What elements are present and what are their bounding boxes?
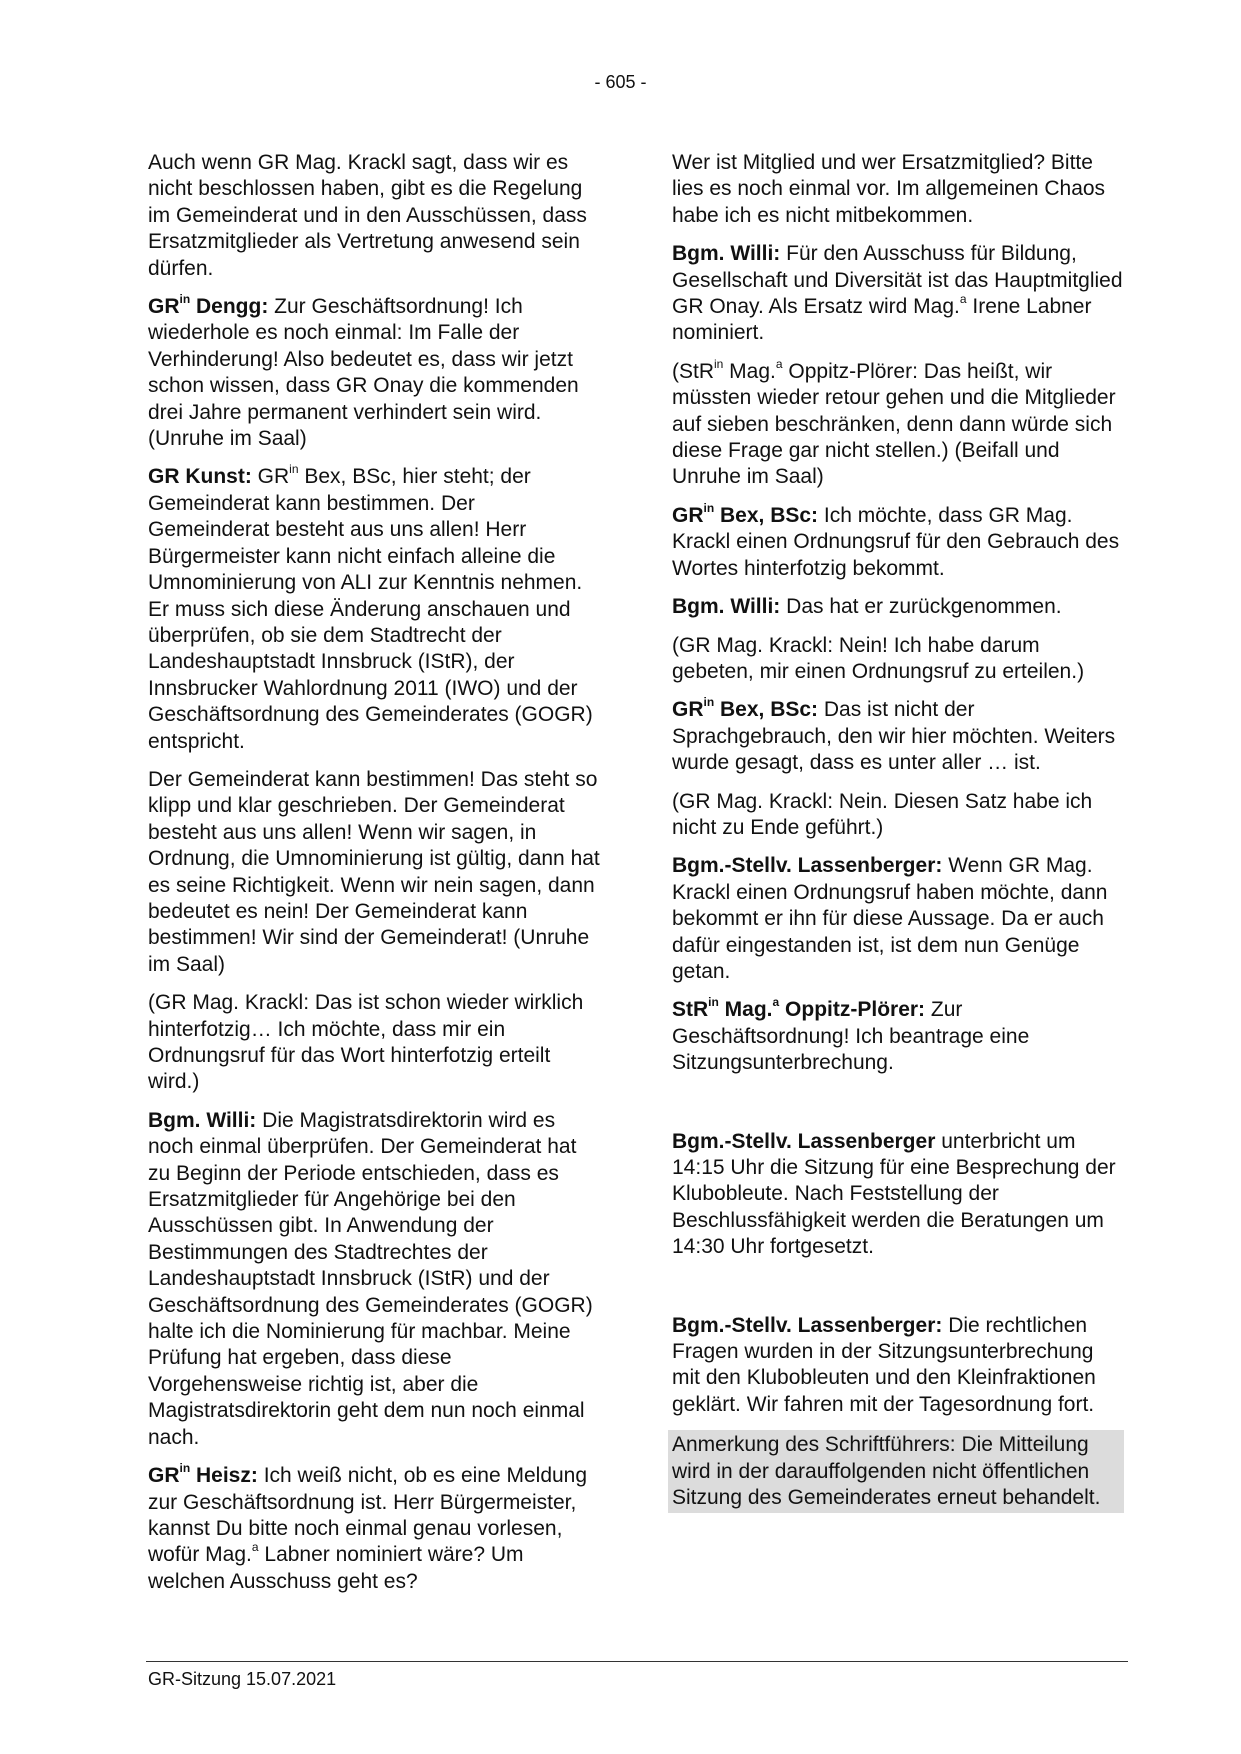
speech-text: unterbricht um 14:15 Uhr die Sitzung für eine Besprechung der Klubobleute. Nach Feststellung der Beschlussfähigkeit werden die Beratungen um 14:30 Uhr fortgesetzt.: [672, 1129, 1116, 1259]
speaker-name: $GR^{in}$ Bex, BSc:: [672, 695, 819, 722]
paragraph: [672, 1313, 1124, 1419]
paragraph: (StR$^{in}$ Mag.$^a$ Oppitz-Plörer: Das heißt, wir müssten wieder retour gehen und die Mitglieder auf sieben beschränken, denn dann würde sich diese Frage gar nicht stellen.) (Beifall und Unruhe im Saal): [672, 356, 1116, 489]
speaker-name: Bgm. Willi:: [672, 242, 781, 266]
speech-text: Zur Geschäftsordnung! Ich wiederhole es noch einmal: Im Falle der Verhinderung! Also bedeutet es, dass wir jetzt schon wissen, dass GR Onay die kommenden drei Jahre permanent verhindert sein wird. (Unruhe im Saal): [148, 295, 579, 451]
paragraph: Wer ist Mitglied und wer Ersatzmitglied? Bitte lies es noch einmal vor. Im allgemeinen Chaos habe ich es nicht mitbekommen.: [672, 151, 1106, 227]
speaker-name: GR Kunst:: [148, 465, 252, 489]
paragraph: Der Gemeinderat kann bestimmen! Das steht so klipp und klar geschrieben. Der Gemeinderat besteht aus uns allen! Wenn wir sagen, in Ordnung, die Umnominierung ist gültig, dann hat es seine Richtigkeit. Wenn wir nein sagen, dann bedeutet es nein! Der Gemeinderat kann bestimmen! Wir sind der Gemeinderat! (Unruhe im Saal): [148, 767, 600, 976]
paragraph: $GR^{in}$ Heisz: Ich weiß nicht, ob es eine Meldung zur Geschäftsordnung ist. Herr Bürgermeister, kannst Du bitte noch einmal genau vorlesen, wofür Mag.$^a$ Labner nominiert wäre? Um welchen Ausschuss geht es?: [148, 1461, 588, 1593]
speaker-name: StR$^{in}$ Mag.$^a$ Oppitz-Plörer:: [672, 995, 926, 1022]
paragraph: (GR Mag. Krackl: Das ist schon wieder wirklich hinterfotzig… Ich möchte, dass mir ein Ordnungsruf für das Wort hinterfotzig erteilt wird.): [148, 991, 584, 1094]
paragraph: [148, 294, 600, 452]
page-number: - 605 -: [594, 72, 647, 92]
speaker-name: $GR^{in}$ Bex, BSc:: [672, 500, 819, 527]
paragraph: [672, 594, 1124, 620]
speech-text: Ich möchte, dass GR Mag. Krackl einen Ordnungsruf für den Gebrauch des Wortes hinterfotzig bekommt.: [672, 503, 1120, 580]
footer-divider: [146, 1661, 1128, 1662]
paragraph: (GR Mag. Krackl: Nein. Diesen Satz habe ich nicht zu Ende geführt.): [672, 789, 1093, 839]
secretary-note: Anmerkung des Schriftführers: Die Mitteilung wird in der darauffolgenden nicht öffentlichen Sitzung des Gemeinderates erneut behandelt.: [668, 1430, 1124, 1513]
speech-text: Das hat er zurückgenommen.: [780, 595, 1062, 619]
footer-text: GR-Sitzung 15.07.2021: [148, 1669, 337, 1689]
paragraph: (GR Mag. Krackl: Nein! Ich habe darum gebeten, mir einen Ordnungsruf zu erteilen.): [672, 633, 1085, 683]
paragraph: Bgm. Willi: Für den Ausschuss für Bildung, Gesellschaft und Diversität ist das Hauptmitglied GR Onay. Als Ersatz wird Mag.$^a$ Irene Labner nominiert.: [672, 242, 1123, 345]
speaker-name: Bgm.-Stellv. Lassenberger:: [672, 854, 943, 878]
right-column: [672, 150, 1124, 1525]
spacer: [672, 1089, 1124, 1129]
left-column: [148, 150, 600, 1607]
paragraph: [672, 997, 1124, 1076]
speech-text: Die rechtlichen Fragen wurden in der Sitzungsunterbrechung mit den Klubobleuten und den Kleinfraktionen geklärt. Wir fahren mit der Tagesordnung fort.: [672, 1313, 1096, 1416]
speaker-name: $GR^{in}$ Heisz:: [148, 1461, 258, 1488]
spacer: [672, 1273, 1124, 1313]
paragraph: GR Kunst: $GR^{in}$ Bex, BSc, hier steht; der Gemeinderat kann bestimmen. Der Gemeinderat besteht aus uns allen! Herr Bürgermeister kann nicht einfach alleine die Umnominierung von ALI zur Kenntnis nehmen. Er muss sich diese Änderung anschauen und überprüfen, ob sie dem Stadtrecht der Landeshauptstadt Innsbruck (IStR), der Innsbrucker Wahlordnung 2011 (IWO) und der Geschäftsordnung des Gemeinderates (GOGR) entspricht.: [148, 462, 593, 753]
speech-text: Das ist nicht der Sprachgebrauch, den wir hier möchten. Weiters wurde gesagt, dass es unter aller … ist.: [672, 698, 1116, 775]
speaker-name: Bgm. Willi:: [672, 595, 781, 619]
paragraph: Auch wenn GR Mag. Krackl sagt, dass wir es nicht beschlossen haben, gibt es die Regelung im Gemeinderat und in den Ausschüssen, dass Ersatzmitglieder als Vertretung anwesend sein dürfen.: [148, 151, 587, 280]
speech-text: Wenn GR Mag. Krackl einen Ordnungsruf haben möchte, dann bekommt er ihn für diese Aussage. Da er auch dafür eingestanden ist, ist dem nun Genüge getan.: [672, 854, 1108, 983]
paragraph: [672, 1129, 1124, 1261]
paragraph: [148, 1108, 600, 1451]
speaker-name: Bgm.-Stellv. Lassenberger:: [672, 1313, 943, 1337]
speaker-name: Bgm. Willi:: [148, 1108, 257, 1132]
speech-text: Die Magistratsdirektorin wird es noch einmal überprüfen. Der Gemeinderat hat zu Beginn der Periode entschieden, dass es Ersatzmitglieder für Angehörige bei den Ausschüssen gibt. In Anwendung der Bestimmungen des Stadtrechtes der Landeshauptstadt Innsbruck (IStR) und der Geschäftsordnung des Gemeinderates (GOGR) halte ich die Nominierung für machbar. Meine Prüfung hat ergeben, dass diese Vorgehensweise richtig ist, aber die Magistratsdirektorin geht dem nun noch einmal nach.: [148, 1108, 593, 1449]
speech-text: Bex, BSc, hier steht; der Gemeinderat kann bestimmen. Der Gemeinderat besteht aus uns allen! Herr Bürgermeister kann nicht einfach alleine die Umnominierung von ALI zur Kenntnis nehmen. Er muss sich diese Änderung anschauen und überprüfen, ob sie dem Stadtrecht der Landeshauptstadt Innsbruck (IStR), der Innsbrucker Wahlordnung 2011 (IWO) und der Geschäftsordnung des Gemeinderates (GOGR) entspricht.: [148, 465, 593, 753]
speech-text: Zur Geschäftsordnung! Ich beantrage eine Sitzungsunterbrechung.: [672, 998, 1030, 1075]
speaker-name: $GR^{in}$ Dengg:: [148, 292, 269, 319]
paragraph: [672, 500, 1124, 582]
paragraph: [672, 697, 1124, 776]
paragraph: [672, 853, 1124, 985]
speaker-name: Bgm.-Stellv. Lassenberger: [672, 1129, 936, 1153]
